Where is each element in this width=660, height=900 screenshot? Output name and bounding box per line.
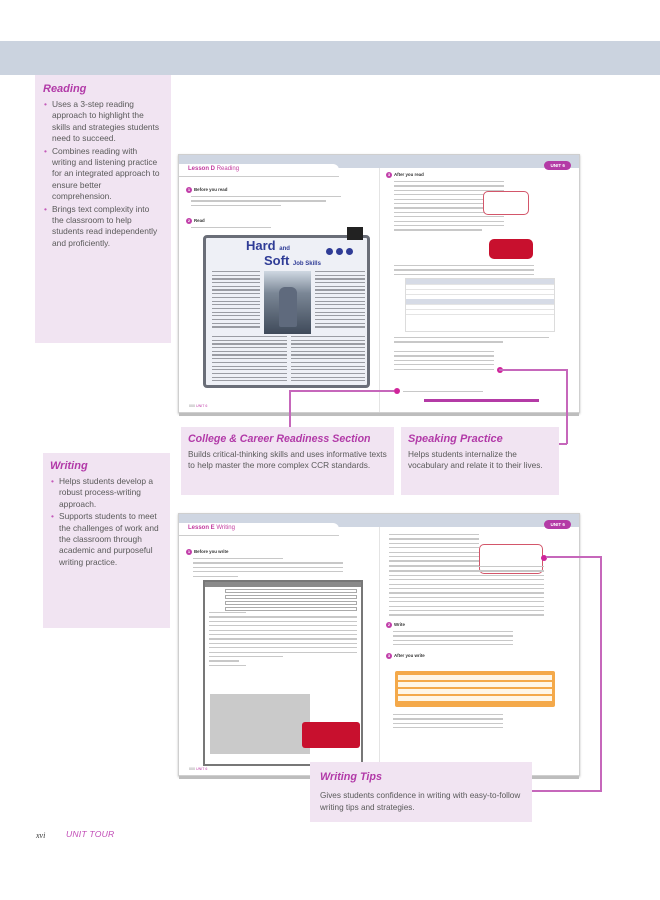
writing-callout bbox=[43, 453, 170, 628]
unit-pill: UNIT 6 bbox=[544, 161, 571, 170]
lesson-label: Lesson E bbox=[188, 525, 215, 531]
page-edge bbox=[179, 413, 579, 416]
reading-bullet: • Combines reading with writing and listening practice for an integrated approach to ensure better comprehension. bbox=[43, 146, 163, 203]
article-photo bbox=[264, 271, 311, 334]
reading-callout-title: Reading bbox=[43, 83, 87, 95]
text-lines bbox=[191, 196, 341, 209]
page-spine bbox=[379, 168, 380, 412]
writing-callout-list bbox=[50, 476, 163, 568]
connector-line-ccr bbox=[289, 390, 291, 412]
text-lines bbox=[191, 227, 271, 231]
unit-pill: UNIT 6 bbox=[544, 520, 571, 529]
lesson-title bbox=[188, 525, 235, 531]
text-lines bbox=[394, 351, 494, 373]
article-column bbox=[315, 271, 365, 330]
footer-label: UNIT TOUR bbox=[66, 829, 115, 839]
section-heading: 2 Write bbox=[387, 622, 405, 628]
text-lines bbox=[193, 558, 343, 580]
text-lines bbox=[393, 714, 503, 732]
page-footer-left: 000 UNIT 6 bbox=[189, 767, 208, 771]
section-heading: 3 After you write bbox=[387, 653, 425, 659]
text-lines bbox=[394, 337, 549, 346]
ccr-callout-text: Builds critical-thinking skills and uses informative texts to help master the more complex CCR standards. bbox=[188, 449, 387, 471]
writing-tips-text: Gives students confidence in writing with easy-to-follow writing tips and strategies. bbox=[320, 791, 521, 812]
page-footer-left: 000 UNIT 6 bbox=[189, 404, 208, 408]
writing-bullet: • Supports students to meet the challenges of work and the classroom through academic and purposeful writing practice. bbox=[50, 511, 163, 568]
speaking-callout bbox=[401, 427, 559, 495]
writing-bullet: • Helps students develop a robust process-writing approach. bbox=[50, 476, 163, 510]
ccr-callout-title: College & Career Readiness Section bbox=[188, 433, 371, 445]
writing-callout-title: Writing bbox=[50, 460, 88, 472]
connector-line-speaking bbox=[566, 369, 568, 444]
connector-line-tips bbox=[600, 556, 602, 790]
resume-sample bbox=[210, 694, 310, 754]
article-headline: Hard and Soft Job Skills bbox=[246, 238, 321, 268]
vocabulary-table bbox=[405, 278, 555, 332]
reading-callout bbox=[35, 75, 171, 343]
connector-line-ccr bbox=[289, 412, 291, 428]
writing-tips-callout bbox=[310, 762, 532, 822]
speaking-callout-text: Helps students internalize the vocabulary and relate it to their lives. bbox=[408, 449, 543, 471]
section-heading: 1 Before you write bbox=[187, 549, 229, 555]
article-hard-and-soft-skills bbox=[203, 235, 370, 388]
section-heading: 1 Before you read bbox=[187, 187, 228, 193]
connector-dot bbox=[394, 388, 400, 394]
reading-lesson-spread bbox=[178, 154, 580, 413]
connector-line-speaking bbox=[499, 369, 567, 371]
text-lines bbox=[389, 566, 544, 619]
text-lines bbox=[403, 391, 483, 395]
reading-bullet: • Brings text complexity into the classroom to help students read independently and proficiently. bbox=[43, 204, 163, 250]
reading-callout-list bbox=[43, 99, 163, 249]
writing-tip-red bbox=[302, 722, 360, 748]
lesson-name: Writing bbox=[216, 525, 235, 531]
header-band bbox=[0, 41, 660, 75]
writing-tips-title: Writing Tips bbox=[320, 771, 382, 783]
writing-lesson-spread bbox=[178, 513, 580, 776]
text-lines bbox=[394, 265, 534, 278]
connector-line-ccr bbox=[289, 390, 394, 392]
article-column bbox=[212, 336, 287, 384]
page-number: xvi bbox=[36, 831, 46, 840]
connector-line-tips bbox=[546, 556, 601, 558]
page-spine bbox=[379, 527, 380, 775]
writing-checklist bbox=[395, 671, 555, 707]
ccr-callout bbox=[181, 427, 394, 495]
speaking-callout-title: Speaking Practice bbox=[408, 433, 503, 445]
article-column bbox=[291, 336, 365, 384]
article-column bbox=[212, 271, 260, 330]
lesson-name: Reading bbox=[216, 166, 240, 172]
connector-line-tips bbox=[532, 790, 602, 792]
reading-bullet: • Uses a 3-step reading approach to highlight the skills and strategies students need to succeed. bbox=[43, 99, 163, 145]
section-heading: 3 After you read bbox=[387, 172, 424, 178]
tip-box bbox=[483, 191, 529, 215]
audio-icon bbox=[347, 227, 363, 240]
lesson-title bbox=[188, 166, 239, 172]
note-box-red bbox=[489, 239, 533, 259]
headline-graphic bbox=[326, 242, 362, 260]
section-heading: 2 Read bbox=[187, 218, 205, 224]
ccr-footer-bar bbox=[424, 399, 539, 402]
email-sample bbox=[203, 580, 363, 766]
text-lines bbox=[389, 534, 479, 569]
text-lines bbox=[393, 631, 513, 649]
lesson-label: Lesson D bbox=[188, 166, 216, 172]
